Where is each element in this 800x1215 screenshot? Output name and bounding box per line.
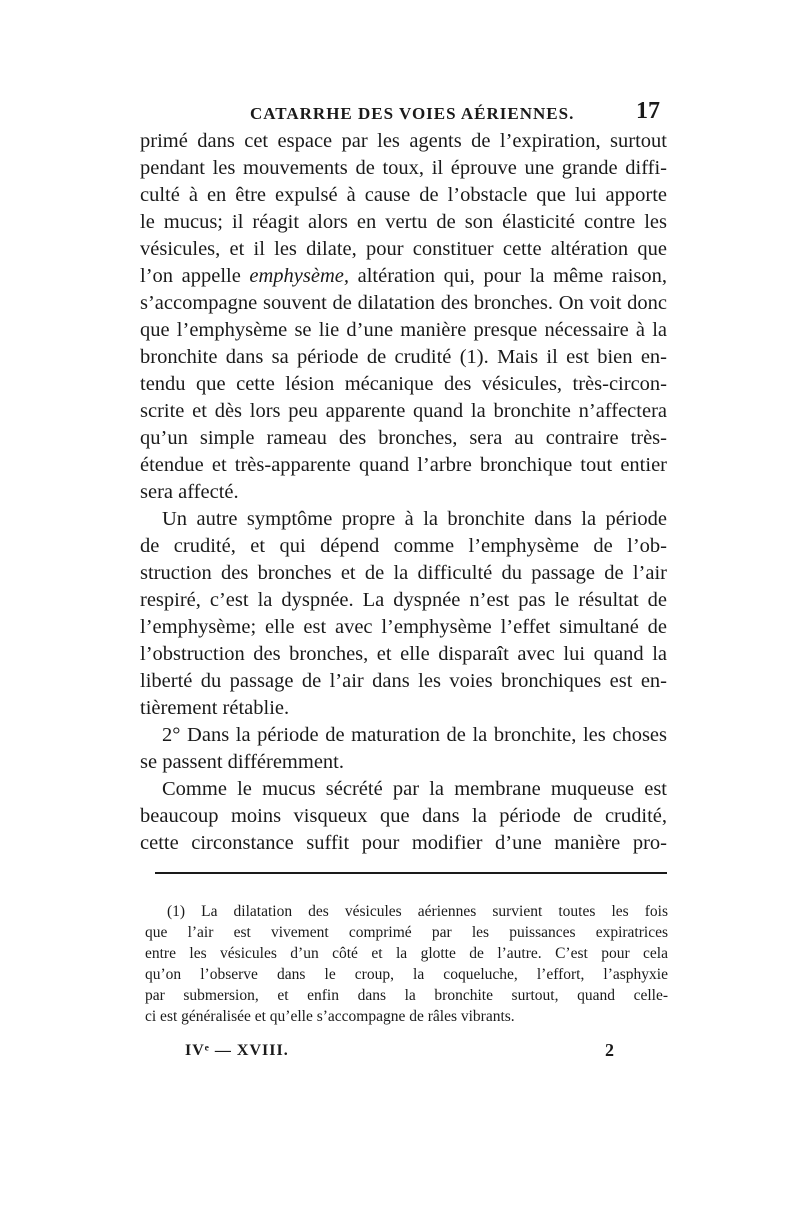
page-number: 17	[636, 98, 660, 124]
body-line: se passent différemment.	[140, 751, 344, 773]
body-line: scrite et dès lors peu apparente quand la bronchite n’affectera	[140, 400, 667, 422]
body-line: bronchite dans sa période de crudité (1). Mais il est bien en-	[140, 346, 667, 368]
body-line: étendue et très-apparente quand l’arbre bronchique tout entier	[140, 454, 667, 476]
footnote-line: que l’air est vivement comprimé par les puissances expiratrices	[145, 924, 668, 941]
body-line: sera affecté.	[140, 481, 239, 503]
body-line: pendant les mouvements de toux, il éprouve une grande diffi-	[140, 157, 667, 179]
signature-number: 2	[605, 1040, 614, 1060]
paragraph-start-line: 2° Dans la période de maturation de la bronchite, les choses	[162, 724, 667, 746]
running-title: CATARRHE DES VOIES AÉRIENNES.	[250, 104, 575, 123]
footnote-line: qu’on l’observe dans le croup, la coqueluche, l’effort, l’asphyxie	[145, 966, 668, 983]
body-line: tendu que cette lésion mécanique des vésicules, très-circon-	[140, 373, 667, 395]
body-line: cette circonstance suffit pour modifier d’une manière pro-	[140, 832, 667, 854]
body-line	[140, 263, 667, 290]
paragraph-start-line: Comme le mucus sécrété par la membrane muqueuse est	[162, 778, 667, 800]
body-line: respiré, c’est la dyspnée. La dyspnée n’est pas le résultat de	[140, 589, 667, 611]
body-line: qu’un simple rameau des bronches, sera au contraire très-	[140, 427, 667, 449]
body-line-end: altération qui, pour la même raison,	[349, 265, 667, 287]
body-line: vésicules, et il les dilate, pour constituer cette altération que	[140, 238, 667, 260]
emphysema-term: emphysème,	[249, 265, 350, 287]
footnote-line: entre les vésicules d’un côté et la glotte de l’autre. C’est pour cela	[145, 945, 668, 962]
body-line-start: l’on appelle	[140, 265, 250, 287]
footnote-line: ci est généralisée et qu’elle s’accompagne de râles vibrants.	[145, 1008, 515, 1025]
body-line: liberté du passage de l’air dans les voies bronchiques est en-	[140, 670, 667, 692]
body-line: s’accompagne souvent de dilatation des bronches. On voit donc	[140, 292, 667, 314]
body-line: beaucoup moins visqueux que dans la période de crudité,	[140, 805, 667, 827]
body-line: primé dans cet espace par les agents de l’expiration, surtout	[140, 130, 667, 152]
body-line: culté à en être expulsé à cause de l’obstacle que lui apporte	[140, 184, 667, 206]
body-line: de crudité, et qui dépend comme l’emphysème de l’ob-	[140, 535, 667, 557]
footnote-line: (1) La dilatation des vésicules aériennes survient toutes les fois	[167, 903, 668, 920]
body-line: le mucus; il réagit alors en vertu de son élasticité contre les	[140, 211, 667, 233]
signature-mark: IVᵉ — XVIII.	[185, 1042, 289, 1059]
body-line: l’obstruction des bronches, et elle disparaît avec lui quand la	[140, 643, 667, 665]
body-line: que l’emphysème se lie d’une manière presque nécessaire à la	[140, 319, 667, 341]
running-head	[140, 98, 660, 128]
footnote-line: par submersion, et enfin dans la bronchite surtout, quand celle-	[145, 987, 668, 1004]
body-line: l’emphysème; elle est avec l’emphysème l’effet simultané de	[140, 616, 667, 638]
body-line: tièrement rétablie.	[140, 697, 290, 719]
body-text	[140, 128, 667, 857]
footnote	[145, 901, 668, 1027]
footnote-rule	[155, 872, 667, 874]
paragraph-start-line: Un autre symptôme propre à la bronchite dans la période	[162, 508, 667, 530]
body-line: struction des bronches et de la difficulté du passage de l’air	[140, 562, 667, 584]
